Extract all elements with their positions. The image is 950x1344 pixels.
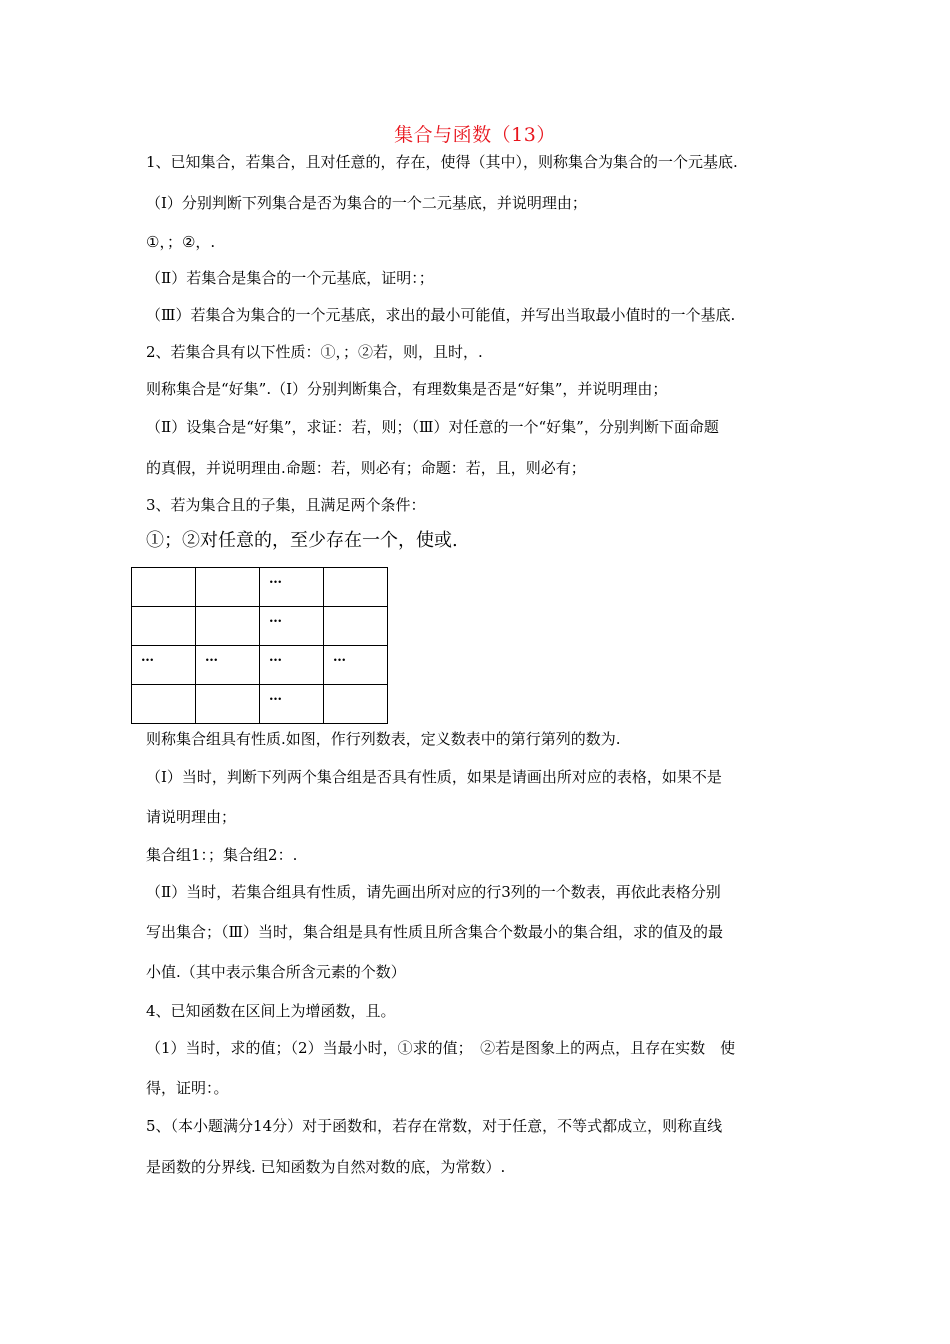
table-cell	[324, 607, 388, 646]
table-cell: …	[260, 568, 324, 607]
table-cell	[324, 685, 388, 724]
problem-4-statement: 4、已知函数在区间上为增函数，且。	[146, 1002, 396, 1020]
table-cell: …	[260, 607, 324, 646]
problem-3-conditions: ①；②对任意的，至少存在一个，使或.	[146, 530, 458, 551]
table-cell: …	[324, 646, 388, 685]
problem-4-parts-cont: 得，证明：。	[146, 1079, 229, 1097]
table-cell	[196, 685, 260, 724]
problem-3-part-1: （Ⅰ）当时，判断下列两个集合组是否具有性质，如果是请画出所对应的表格，如果不是	[146, 768, 722, 786]
problem-5-statement: 5、（本小题满分14分）对于函数和，若存在常数，对于任意，不等式都成立，则称直线	[146, 1117, 723, 1135]
table-row	[132, 568, 388, 607]
problem-5-statement-cont: 是函数的分界线. 已知函数为自然对数的底，为常数）.	[146, 1158, 506, 1176]
table-cell: …	[132, 646, 196, 685]
table-row	[132, 685, 388, 724]
problem-1-part-3: （Ⅲ）若集合为集合的一个元基底，求出的最小可能值，并写出当取最小值时的一个基底.	[146, 306, 736, 324]
table-cell	[132, 685, 196, 724]
table-row	[132, 607, 388, 646]
problem-3-part-3-cont: 小值.（其中表示集合所含元素的个数）	[146, 963, 406, 981]
problem-3-statement: 3、若为集合且的子集，且满足两个条件：	[146, 496, 426, 514]
number-table	[131, 567, 388, 724]
problem-3-part-2: （Ⅱ）当时，若集合组具有性质，请先画出所对应的行3列的一个数表，再依此表格分别	[146, 883, 721, 901]
problem-2-definition: 则称集合是“好集”.（Ⅰ）分别判断集合，有理数集是否是“好集”，并说明理由；	[146, 380, 668, 398]
table-cell	[196, 568, 260, 607]
problem-1-statement: 1、已知集合，若集合，且对任意的，存在，使得（其中），则称集合为集合的一个元基底.	[146, 153, 738, 171]
problem-1-part-2: （Ⅱ）若集合是集合的一个元基底，证明：；	[146, 269, 434, 287]
problem-3-part-3: 写出集合；（Ⅲ）当时，集合组是具有性质且所含集合个数最小的集合组，求的值及的最	[146, 923, 723, 941]
problem-2-statement: 2、若集合具有以下性质：①，；②若，则，且时，.	[146, 343, 483, 361]
problem-2-part-2-cont: 的真假，并说明理由.命题：若，则必有；命题：若，且，则必有；	[146, 459, 586, 477]
problem-1-part-1: （Ⅰ）分别判断下列集合是否为集合的一个二元基底，并说明理由；	[146, 194, 587, 212]
table-cell	[324, 568, 388, 607]
problem-3-part-1-cont: 请说明理由；	[146, 808, 237, 826]
problem-1-part-1-items: ①，；②，.	[146, 233, 216, 251]
table-cell: …	[196, 646, 260, 685]
page-title: 集合与函数（13）	[394, 124, 556, 146]
table-cell	[132, 607, 196, 646]
table-cell	[196, 607, 260, 646]
table-cell: …	[260, 646, 324, 685]
problem-3-set-groups: 集合组1：；集合组2：.	[146, 846, 298, 864]
table-cell: …	[260, 685, 324, 724]
problem-3-definition: 则称集合组具有性质.如图，作行列数表，定义数表中的第行第列的数为.	[146, 730, 621, 748]
problem-2-part-2: （Ⅱ）设集合是“好集”，求证：若，则；（Ⅲ）对任意的一个“好集”，分别判断下面命题	[146, 418, 719, 436]
table-cell	[132, 568, 196, 607]
table-row	[132, 646, 388, 685]
problem-4-parts: （1）当时，求的值；（2）当最小时，①求的值； ②若是图象上的两点，且存在实数 使	[146, 1039, 736, 1057]
